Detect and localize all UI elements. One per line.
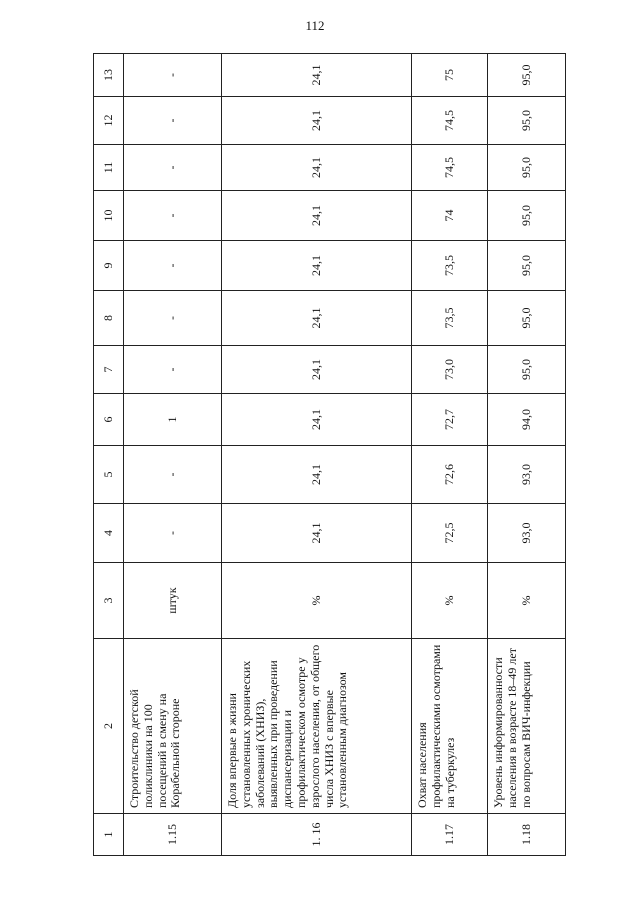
header-row — [94, 54, 124, 856]
table-row — [488, 54, 566, 856]
value-cell: 74 — [412, 191, 488, 241]
header-cell: 12 — [94, 97, 124, 145]
value-cell: 95,0 — [488, 97, 566, 145]
value-cell: 94,0 — [488, 394, 566, 446]
value-cell: 24,1 — [222, 97, 412, 145]
value-cell: 24,1 — [222, 291, 412, 346]
unit-cell: штук — [124, 563, 222, 639]
value-cell: 72,6 — [412, 446, 488, 504]
header-cell: 3 — [94, 563, 124, 639]
value-cell: 24,1 — [222, 54, 412, 97]
header-cell: 13 — [94, 54, 124, 97]
value-cell: 24,1 — [222, 191, 412, 241]
table-row — [412, 54, 488, 856]
value-cell: - — [124, 291, 222, 346]
value-cell: 72,5 — [412, 504, 488, 563]
value-cell: 74,5 — [412, 97, 488, 145]
value-cell: 24,1 — [222, 394, 412, 446]
rotated-table-wrapper — [93, 54, 533, 856]
value-cell: 24,1 — [222, 504, 412, 563]
row-number: 1. 16 — [222, 814, 412, 856]
value-cell: 72,7 — [412, 394, 488, 446]
value-cell: 93,0 — [488, 504, 566, 563]
header-cell: 9 — [94, 241, 124, 291]
indicator-name: Доля впервые в жизни установленных хронических заболеваний (ХНИЗ), выявленных при проведении диспансеризации и профилактическом осмотре у взрослого населения, от общего числа ХНИЗ с впервые установленным диагнозом — [222, 639, 412, 814]
value-cell: 93,0 — [488, 446, 566, 504]
value-cell: 1 — [124, 394, 222, 446]
indicator-name: Уровень информированности населения в возрасте 18–49 лет по вопросам ВИЧ-инфекции — [488, 639, 566, 814]
unit-cell: % — [222, 563, 412, 639]
header-cell: 10 — [94, 191, 124, 241]
header-cell: 4 — [94, 504, 124, 563]
value-cell: - — [124, 191, 222, 241]
value-cell: - — [124, 446, 222, 504]
indicator-name: Строительство детской поликлиники на 100 посещений в смену на Корабельной стороне — [124, 639, 222, 814]
unit-cell: % — [488, 563, 566, 639]
page-number: 112 — [305, 18, 325, 33]
header-cell: 1 — [94, 814, 124, 856]
value-cell: - — [124, 346, 222, 394]
value-cell: 95,0 — [488, 145, 566, 191]
value-cell: 74,5 — [412, 145, 488, 191]
header-cell: 2 — [94, 639, 124, 814]
header-cell: 11 — [94, 145, 124, 191]
value-cell: - — [124, 97, 222, 145]
header-cell: 5 — [94, 446, 124, 504]
value-cell: 73,5 — [412, 291, 488, 346]
value-cell: - — [124, 504, 222, 563]
header-cell: 6 — [94, 394, 124, 446]
value-cell: 24,1 — [222, 145, 412, 191]
value-cell: - — [124, 241, 222, 291]
value-cell: 95,0 — [488, 54, 566, 97]
row-number: 1.15 — [124, 814, 222, 856]
value-cell: 95,0 — [488, 291, 566, 346]
value-cell: - — [124, 54, 222, 97]
row-number: 1.18 — [488, 814, 566, 856]
value-cell: 24,1 — [222, 241, 412, 291]
indicators-table — [93, 53, 566, 856]
value-cell: 73,0 — [412, 346, 488, 394]
value-cell: 73,5 — [412, 241, 488, 291]
table-row — [124, 54, 222, 856]
row-number: 1.17 — [412, 814, 488, 856]
value-cell: - — [124, 145, 222, 191]
value-cell: 75 — [412, 54, 488, 97]
value-cell: 95,0 — [488, 346, 566, 394]
header-cell: 8 — [94, 291, 124, 346]
unit-cell: % — [412, 563, 488, 639]
header-cell: 7 — [94, 346, 124, 394]
value-cell: 95,0 — [488, 191, 566, 241]
value-cell: 24,1 — [222, 346, 412, 394]
indicator-name: Охват населения профилактическими осмотрами на туберкулез — [412, 639, 488, 814]
table-row — [222, 54, 412, 856]
value-cell: 95,0 — [488, 241, 566, 291]
value-cell: 24,1 — [222, 446, 412, 504]
